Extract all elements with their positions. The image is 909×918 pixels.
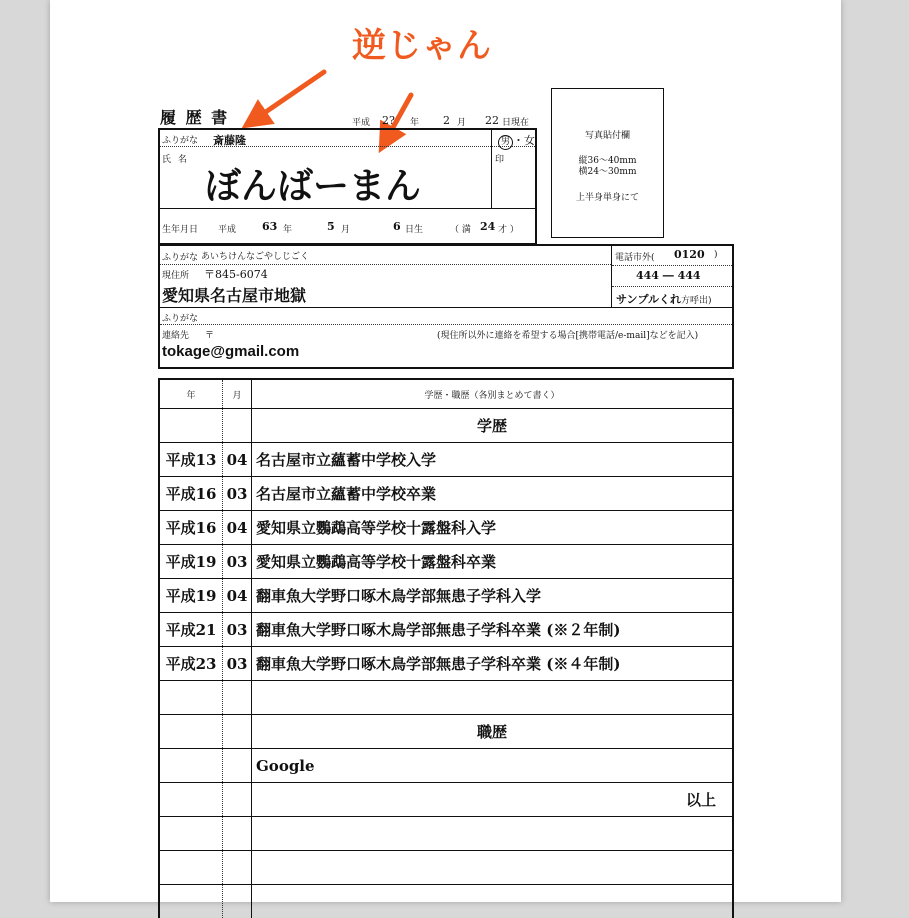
table-row bbox=[160, 442, 732, 476]
contact-furigana-label: ふりがな bbox=[162, 314, 199, 324]
table-row bbox=[160, 612, 732, 646]
furigana-name: 斎藤隆 bbox=[213, 134, 246, 147]
history-table bbox=[158, 378, 734, 918]
row-text: 翻車魚大学野口啄木鳥学部無患子学科入学 bbox=[251, 579, 732, 612]
phone-note bbox=[616, 291, 712, 307]
row-text: 職歴 bbox=[251, 715, 732, 748]
phone-number: 444 ― 444 bbox=[636, 269, 701, 282]
photo-line1: 写真貼付欄 bbox=[584, 131, 630, 141]
date-era: 平成 bbox=[352, 118, 371, 128]
age-value: 24 bbox=[480, 220, 496, 233]
row-month bbox=[222, 783, 251, 816]
table-row bbox=[160, 578, 732, 612]
row-month: 04 bbox=[222, 511, 251, 544]
gender-male: 男 bbox=[498, 135, 513, 150]
row-month: 04 bbox=[222, 443, 251, 476]
row-year: 平成19 bbox=[165, 587, 217, 605]
row-text: 学歴 bbox=[251, 409, 732, 442]
row-month bbox=[222, 409, 251, 442]
phone-note-rest: 方呼出) bbox=[681, 296, 712, 306]
row-month bbox=[222, 715, 251, 748]
row-text bbox=[251, 851, 732, 884]
header-year: 年 bbox=[186, 390, 196, 401]
table-row bbox=[160, 510, 732, 544]
seal-label: 印 bbox=[495, 155, 505, 165]
row-year: 平成16 bbox=[165, 519, 217, 537]
birth-year: 63 bbox=[262, 220, 278, 233]
row-year bbox=[160, 749, 222, 782]
birth-day-unit: 日生 bbox=[405, 225, 424, 235]
row-year: 平成21 bbox=[165, 621, 217, 639]
row-year bbox=[160, 783, 222, 816]
name-label: 氏 名 bbox=[162, 155, 189, 165]
gender-female: 女 bbox=[524, 134, 535, 147]
gender-field[interactable] bbox=[498, 132, 535, 150]
row-month: 03 bbox=[222, 647, 251, 680]
photo-line3: 横24〜30mm bbox=[578, 167, 637, 177]
birth-year-unit: 年 bbox=[283, 225, 293, 235]
table-row bbox=[160, 816, 732, 850]
contact-label: 連絡先 bbox=[162, 331, 190, 341]
address-label: 現住所 bbox=[162, 271, 190, 281]
address-postal: 〒845-6074 bbox=[204, 268, 268, 281]
row-text: Google bbox=[251, 749, 732, 782]
row-month bbox=[222, 817, 251, 850]
birth-era: 平成 bbox=[218, 225, 237, 235]
row-month bbox=[222, 749, 251, 782]
birth-month: 5 bbox=[327, 220, 335, 233]
row-text: 名古屋市立蘊蓄中学校入学 bbox=[251, 443, 732, 476]
row-month bbox=[222, 681, 251, 714]
row-year bbox=[160, 851, 222, 884]
row-year: 平成23 bbox=[165, 655, 217, 673]
row-year: 平成16 bbox=[165, 485, 217, 503]
phone-close: ) bbox=[714, 250, 718, 260]
table-row bbox=[160, 544, 732, 578]
age-close: 才 ） bbox=[498, 225, 519, 235]
phone-area: 0120 bbox=[674, 248, 705, 261]
row-text: 翻車魚大学野口啄木鳥学部無患子学科卒業 (※４年制) bbox=[251, 647, 732, 680]
table-row bbox=[160, 646, 732, 680]
contact-postal: 〒 bbox=[205, 331, 215, 341]
row-year: 平成19 bbox=[165, 553, 217, 571]
birth-day: 6 bbox=[393, 220, 401, 233]
row-text: 翻車魚大学野口啄木鳥学部無患子学科卒業 (※２年制) bbox=[251, 613, 732, 646]
date-year-unit: 年 bbox=[410, 118, 420, 128]
contact-value: tokage@gmail.com bbox=[162, 343, 300, 360]
header-month: 月 bbox=[222, 380, 251, 408]
resume-title: 履 歴 書 bbox=[160, 108, 230, 127]
row-year: 平成13 bbox=[165, 451, 217, 469]
row-year bbox=[160, 817, 222, 850]
gender-sep: ・ bbox=[513, 134, 524, 147]
photo-line4: 上半身単身にて bbox=[575, 193, 639, 203]
row-text bbox=[251, 681, 732, 714]
contact-note: (現住所以外に連絡を希望する場合[携帯電話/e-mail]などを記入) bbox=[437, 331, 699, 341]
date-month: 2 bbox=[443, 114, 450, 127]
photo-line2: 縦36〜40mm bbox=[578, 156, 637, 166]
table-row bbox=[160, 476, 732, 510]
birth-month-unit: 月 bbox=[341, 225, 351, 235]
table-row bbox=[160, 850, 732, 884]
table-row bbox=[160, 748, 732, 782]
table-row bbox=[160, 680, 732, 714]
date-month-unit: 月 bbox=[457, 118, 467, 128]
date-day: 22 bbox=[485, 114, 499, 127]
row-text: 愛知県立鸚鵡高等学校十露盤科入学 bbox=[251, 511, 732, 544]
header-content: 学歴・職歴（各別まとめて書く） bbox=[251, 380, 732, 408]
phone-label: 電話市外( bbox=[615, 253, 655, 263]
row-month: 03 bbox=[222, 613, 251, 646]
address-furigana-label: ふりがな bbox=[162, 253, 199, 263]
row-text bbox=[251, 817, 732, 850]
date-suffix: 日現在 bbox=[502, 118, 530, 128]
address-furigana: あいちけんなごやしじごく bbox=[201, 252, 310, 262]
age-open: （ 満 bbox=[450, 225, 471, 235]
row-month bbox=[222, 851, 251, 884]
row-text: 名古屋市立蘊蓄中学校卒業 bbox=[251, 477, 732, 510]
table-row bbox=[160, 782, 732, 816]
row-year bbox=[160, 409, 222, 442]
date-year: 2? bbox=[382, 114, 395, 127]
furigana-label: ふりがな bbox=[162, 136, 199, 146]
row-year bbox=[160, 715, 222, 748]
row-month: 03 bbox=[222, 477, 251, 510]
row-text: 以上 bbox=[251, 783, 732, 816]
birth-label: 生年月日 bbox=[162, 225, 199, 235]
callout-text: 逆じゃん bbox=[352, 26, 492, 66]
row-text: 愛知県立鸚鵡高等学校十露盤科卒業 bbox=[251, 545, 732, 578]
history-header bbox=[160, 380, 732, 408]
arrow-to-title bbox=[254, 72, 324, 120]
table-row bbox=[160, 884, 732, 918]
row-month: 04 bbox=[222, 579, 251, 612]
table-row bbox=[160, 714, 732, 748]
table-row bbox=[160, 408, 732, 442]
row-month: 03 bbox=[222, 545, 251, 578]
phone-note-bold: サンプルくれ bbox=[616, 293, 682, 306]
row-year bbox=[160, 681, 222, 714]
full-name: ぼんばーまん bbox=[205, 165, 422, 207]
address-value: 愛知県名古屋市地獄 bbox=[162, 286, 307, 305]
